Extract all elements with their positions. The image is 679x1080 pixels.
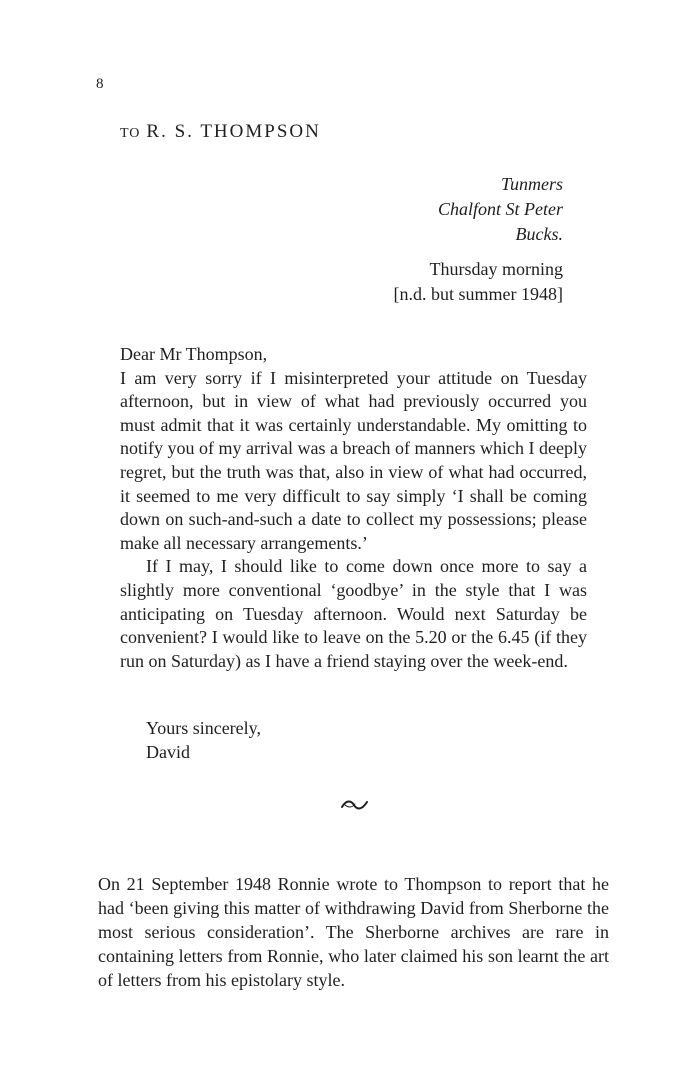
signature: David (146, 742, 190, 762)
page-number: 8 (96, 76, 104, 92)
address-line: Bucks. (515, 224, 563, 244)
address-line: Tunmers (500, 174, 563, 194)
letter-body (120, 343, 587, 673)
sender-address (438, 172, 563, 247)
salutation: Dear Mr Thompson, (120, 344, 268, 364)
letter-paragraph: I am very sorry if I misinterpreted your attitude on Tuesday afternoon, but in view of what had previously occurred you must admit that it was certainly understandable. My omitting to notify you of my arrival was a breach of manners which I deeply regret, but the truth was that, also in view of what had occurred, it seemed to me very difficult to say simply ‘I shall be coming down on such-and-such a date to collect my possessions; please make all necessary arrangements.’ (120, 367, 587, 553)
heading-recipient-prefix: TO (120, 126, 141, 141)
letter-closing (146, 716, 261, 764)
closing-phrase: Yours sincerely, (146, 718, 261, 738)
date-line: [n.d. but summer 1948] (393, 284, 563, 304)
date-line: Thursday morning (429, 259, 563, 279)
letter-heading (120, 121, 321, 143)
commentary-paragraph: On 21 September 1948 Ronnie wrote to Thompson to report that he had ‘been giving this matter of withdrawing David from Sherborne the most serious consideration’. The Sherborne archives are rare in containing letters from Ronnie, who later claimed his son learnt the art of letters from his epistolary style. (98, 874, 609, 990)
heading-recipient-name: R. S. THOMPSON (146, 121, 321, 142)
address-line: Chalfont St Peter (438, 199, 563, 219)
swash-ornament-icon (340, 798, 370, 812)
letter-date (394, 257, 563, 307)
letter-paragraph: If I may, I should like to come down once more to say a slightly more conventional ‘goodbye’ in the style that I was anticipating on Tuesday afternoon. Would next Saturday be convenient? I would like to leave on the 5.20 or the 6.45 (if they run on Saturday) as I have a friend staying over the week-end. (120, 556, 587, 671)
